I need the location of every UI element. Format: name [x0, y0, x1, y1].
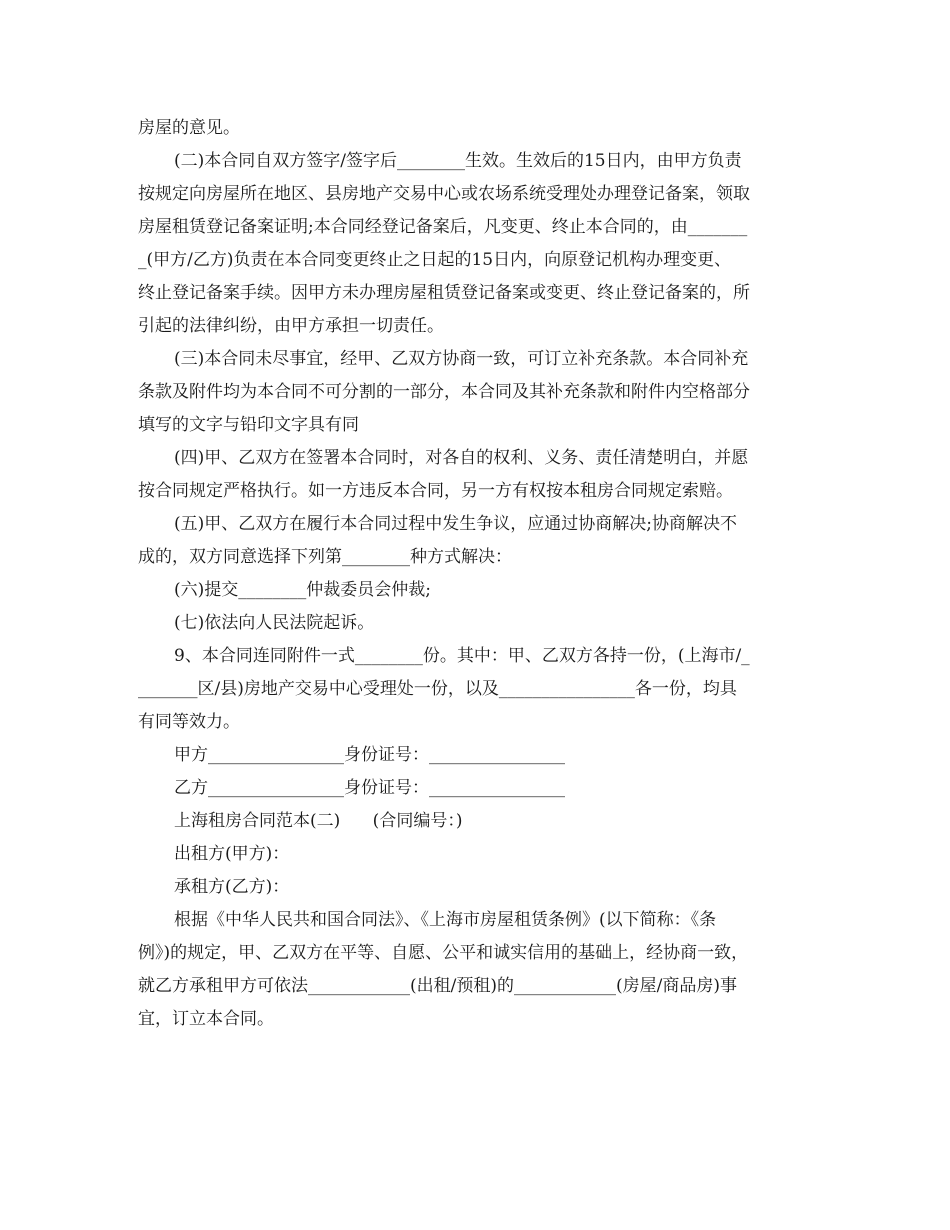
text-line: 按合同规定严格执行。如一方违反本合同，另一方有权按本租房合同规定索赔。 [138, 481, 733, 501]
text-line: _______区/县)房地产交易中心受理处一份，以及________________各一份，均具 [138, 679, 737, 699]
clause-5: (五)甲、乙双方在履行本合同过程中发生争议，应通过协商解决;协商解决不 [174, 514, 737, 534]
party-b-signature-line: 乙方________________身份证号：________________ [174, 778, 565, 798]
text-line: 按规定向房屋所在地区、县房地产交易中心或农场系统受理处办理登记备案，领取 [138, 184, 750, 204]
text-line: 填写的文字与铅印文字具有同 [138, 415, 359, 435]
text-line: 成的，双方同意选择下列第________种方式解决： [138, 547, 512, 567]
text-line: 终止登记备案手续。因甲方未办理房屋租赁登记备案或变更、终止登记备案的，所 [138, 283, 750, 303]
text-line: 引起的法律纠纷，由甲方承担一切责任。 [138, 316, 444, 336]
text-line: _(甲方/乙方)负责在本合同变更终止之日起的15日内，向原登记机构办理变更、 [138, 250, 732, 270]
text-line: 就乙方承租甲方可依法____________(出租/预租)的____________(房屋/商品房)事 [138, 976, 737, 996]
clause-6: (六)提交________仲裁委员会仲裁; [174, 580, 431, 600]
lessee-line: 承租方(乙方)： [174, 877, 290, 897]
clause-3: (三)本合同未尽事宜，经甲、乙双方协商一致，可订立补充条款。本合同补充 [174, 349, 749, 369]
text-line: 条款及附件均为本合同不可分割的一部分，本合同及其补充条款和附件内空格部分 [138, 382, 750, 402]
clause-4: (四)甲、乙双方在签署本合同时，对各自的权利、义务、责任清楚明白，并愿 [174, 448, 749, 468]
text-line: 例》)的规定，甲、乙双方在平等、自愿、公平和诚实信用的基础上，经协商一致， [138, 943, 749, 963]
text-line: 宜，订立本合同。 [138, 1009, 274, 1029]
clause-7: (七)依法向人民法院起诉。 [174, 613, 375, 633]
text-line: 房屋租赁登记备案证明;本合同经登记备案后，凡变更、终止本合同的，由_______ [138, 217, 748, 237]
clause-9: 9、本合同连同附件一式________份。其中：甲、乙双方各持一份，(上海市/_ [174, 646, 750, 666]
lessor-line: 出租方(甲方)： [174, 844, 290, 864]
text-line: 房屋的意见。 [138, 118, 240, 138]
party-a-signature-line: 甲方________________身份证号：________________ [174, 745, 565, 765]
text-line: 有同等效力。 [138, 712, 240, 732]
document-body [138, 112, 818, 1036]
preamble-paragraph: 根据《中华人民共和国合同法》、《上海市房屋租赁条例》(以下简称：《条 [174, 910, 717, 930]
section-title: 上海租房合同范本(二) (合同编号：) [174, 811, 463, 831]
clause-2: (二)本合同自双方签字/签字后________生效。生效后的15日内，由甲方负责 [174, 151, 742, 171]
